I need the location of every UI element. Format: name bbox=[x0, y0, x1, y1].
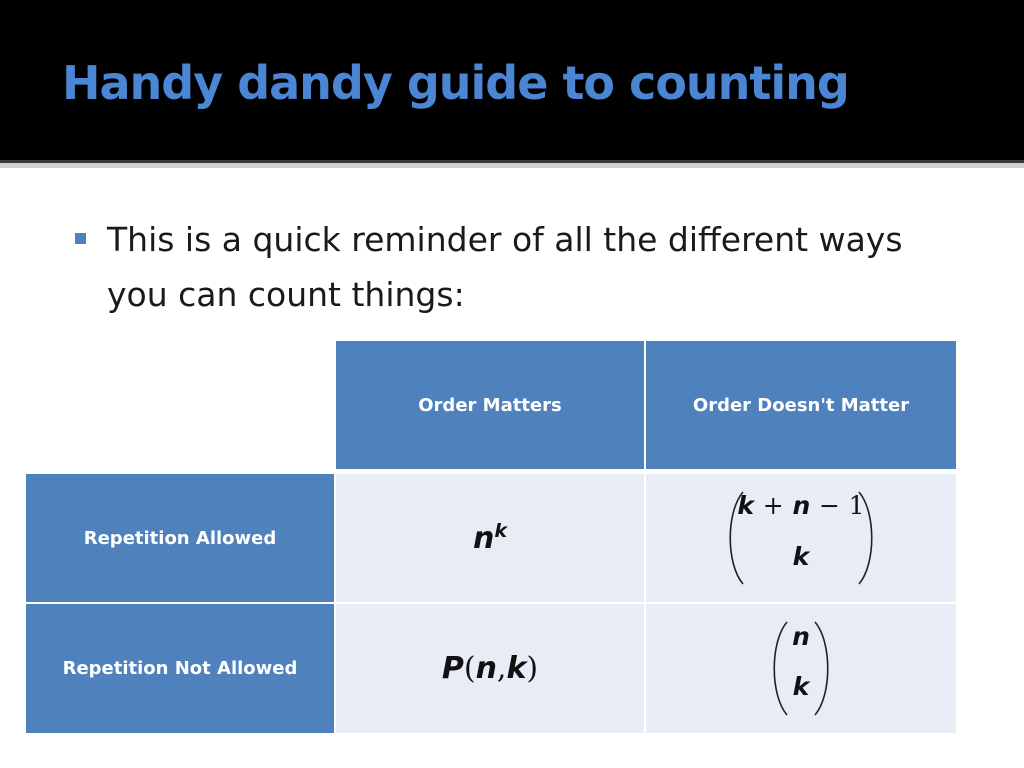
binomial-bottom: k bbox=[792, 542, 810, 571]
binomial-top: n bbox=[792, 622, 810, 651]
binomial-top bbox=[646, 491, 956, 520]
cell-permutation-with-repetition bbox=[336, 474, 644, 602]
title-bar bbox=[0, 0, 1024, 160]
formula-n-power-k bbox=[473, 520, 507, 556]
formula-open-paren: ( bbox=[463, 651, 476, 686]
binomial-top-k: k bbox=[737, 491, 755, 520]
col-header-order-matters bbox=[336, 341, 644, 469]
row-header-repetition-not-allowed bbox=[26, 604, 334, 733]
binomial-k-plus-n-minus-1-choose-k bbox=[646, 474, 956, 602]
col-header-label: Order Doesn't Matter bbox=[692, 394, 910, 416]
formula-comma: , bbox=[496, 651, 507, 686]
row-header-repetition-allowed bbox=[26, 474, 334, 602]
col-header-order-doesnt-matter bbox=[646, 341, 956, 469]
binomial-top-one: 1 bbox=[848, 491, 865, 520]
binomial-bottom: k bbox=[792, 672, 810, 701]
row-header-label: Repetition Allowed bbox=[83, 527, 277, 549]
binomial-n-choose-k bbox=[646, 604, 956, 733]
title-divider-shadow bbox=[0, 163, 1024, 168]
formula-base: n bbox=[473, 521, 495, 556]
bullet-text: This is a quick reminder of all the different ways you can count things: bbox=[107, 220, 903, 314]
slide-title: Handy dandy guide to counting bbox=[62, 56, 849, 110]
formula-exponent: k bbox=[494, 520, 507, 542]
formula-p-n-k bbox=[442, 651, 538, 686]
binomial-top-plus: + bbox=[762, 491, 784, 520]
formula-arg-n: n bbox=[475, 651, 497, 686]
binomial-top-n: n bbox=[792, 491, 811, 520]
bullet-marker-icon bbox=[75, 233, 86, 244]
formula-arg-k: k bbox=[506, 651, 527, 686]
cell-combination-with-repetition bbox=[646, 474, 956, 602]
cell-permutation-without-repetition bbox=[336, 604, 644, 733]
col-header-label: Order Matters bbox=[418, 394, 562, 416]
cell-combination-without-repetition bbox=[646, 604, 956, 733]
formula-fn: P bbox=[441, 651, 464, 686]
binomial-top-minus: − bbox=[818, 491, 840, 520]
row-header-label: Repetition Not Allowed bbox=[62, 658, 298, 679]
formula-close-paren: ) bbox=[526, 651, 539, 686]
